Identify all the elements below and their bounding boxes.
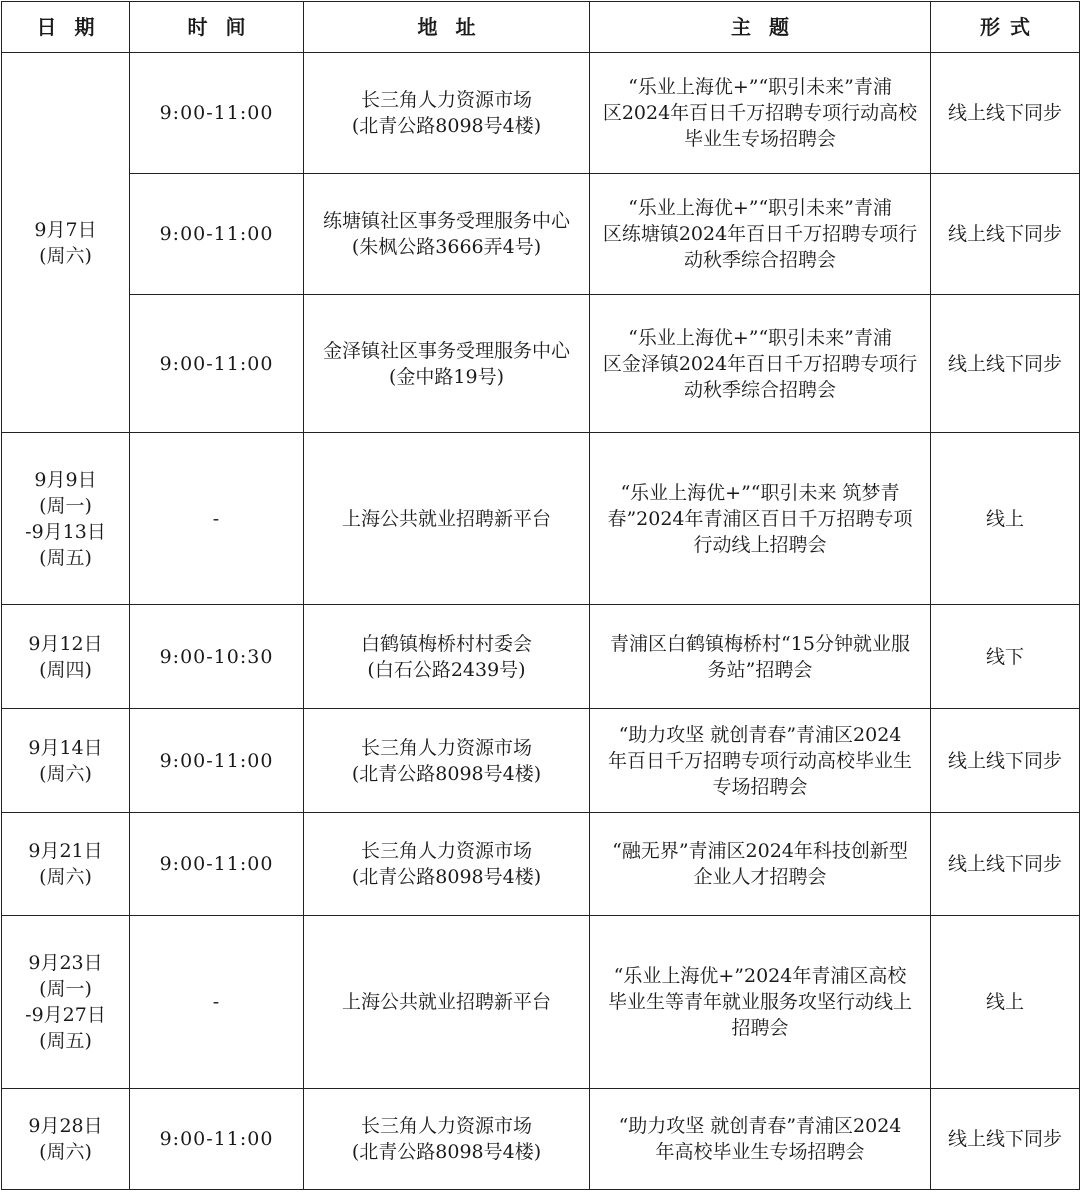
topic-cell: “助力攻坚 就创青春”青浦区2024 年高校毕业生专场招聘会: [590, 1089, 931, 1190]
date-cell: 9月7日 (周六): [2, 53, 130, 433]
date-cell: 9月12日 (周四): [2, 605, 130, 709]
table-row: [2, 813, 1080, 916]
address-cell: 长三角人力资源市场 (北青公路8098号4楼): [304, 1089, 590, 1190]
table-row: [2, 1089, 1080, 1190]
job-fair-schedule-table: [1, 1, 1080, 1190]
address-cell: 白鹤镇梅桥村村委会 (白石公路2439号): [304, 605, 590, 709]
time-cell: 9:00-11:00: [130, 1089, 304, 1190]
table-row: [2, 53, 1080, 174]
address-cell: 长三角人力资源市场 (北青公路8098号4楼): [304, 709, 590, 813]
address-cell: 金泽镇社区事务受理服务中心 (金中路19号): [304, 295, 590, 433]
address-cell: 长三角人力资源市场 (北青公路8098号4楼): [304, 813, 590, 916]
format-cell: 线上线下同步: [931, 295, 1080, 433]
header-address: 地址: [304, 2, 590, 53]
format-cell: 线上: [931, 433, 1080, 605]
time-cell: 9:00-11:00: [130, 174, 304, 295]
format-cell: 线下: [931, 605, 1080, 709]
format-cell: 线上线下同步: [931, 709, 1080, 813]
time-cell: 9:00-10:30: [130, 605, 304, 709]
date-cell: 9月23日 (周一) -9月27日 (周五): [2, 916, 130, 1089]
date-cell: 9月9日 (周一) -9月13日 (周五): [2, 433, 130, 605]
table-row: [2, 916, 1080, 1089]
time-cell: -: [130, 916, 304, 1089]
address-cell: 练塘镇社区事务受理服务中心 (朱枫公路3666弄4号): [304, 174, 590, 295]
table-row: [2, 605, 1080, 709]
date-cell: 9月28日 (周六): [2, 1089, 130, 1190]
date-cell: 9月21日 (周六): [2, 813, 130, 916]
table-row: [2, 295, 1080, 433]
header-date: 日期: [2, 2, 130, 53]
format-cell: 线上线下同步: [931, 1089, 1080, 1190]
topic-cell: 青浦区白鹤镇梅桥村“15分钟就业服 务站”招聘会: [590, 605, 931, 709]
time-cell: 9:00-11:00: [130, 709, 304, 813]
table-row: [2, 709, 1080, 813]
time-cell: -: [130, 433, 304, 605]
time-cell: 9:00-11:00: [130, 53, 304, 174]
header-format: 形式: [931, 2, 1080, 53]
topic-cell: “融无界”青浦区2024年科技创新型 企业人才招聘会: [590, 813, 931, 916]
time-cell: 9:00-11:00: [130, 813, 304, 916]
topic-cell: “乐业上海优+”“职引未来 筑梦青 春”2024年青浦区百日千万招聘专项 行动线上招聘会: [590, 433, 931, 605]
time-cell: 9:00-11:00: [130, 295, 304, 433]
date-cell: 9月14日 (周六): [2, 709, 130, 813]
format-cell: 线上线下同步: [931, 174, 1080, 295]
topic-cell: “乐业上海优+”2024年青浦区高校 毕业生等青年就业服务攻坚行动线上 招聘会: [590, 916, 931, 1089]
header-time: 时间: [130, 2, 304, 53]
address-cell: 长三角人力资源市场 (北青公路8098号4楼): [304, 53, 590, 174]
topic-cell: “乐业上海优+”“职引未来”青浦 区金泽镇2024年百日千万招聘专项行 动秋季综合招聘会: [590, 295, 931, 433]
address-cell: 上海公共就业招聘新平台: [304, 433, 590, 605]
address-cell: 上海公共就业招聘新平台: [304, 916, 590, 1089]
header-topic: 主题: [590, 2, 931, 53]
table-row: [2, 174, 1080, 295]
topic-cell: “助力攻坚 就创青春”青浦区2024 年百日千万招聘专项行动高校毕业生 专场招聘会: [590, 709, 931, 813]
format-cell: 线上线下同步: [931, 53, 1080, 174]
topic-cell: “乐业上海优+”“职引未来”青浦 区2024年百日千万招聘专项行动高校 毕业生专场招聘会: [590, 53, 931, 174]
format-cell: 线上线下同步: [931, 813, 1080, 916]
header-row: [2, 2, 1080, 53]
topic-cell: “乐业上海优+”“职引未来”青浦 区练塘镇2024年百日千万招聘专项行 动秋季综合招聘会: [590, 174, 931, 295]
format-cell: 线上: [931, 916, 1080, 1089]
table-row: [2, 433, 1080, 605]
